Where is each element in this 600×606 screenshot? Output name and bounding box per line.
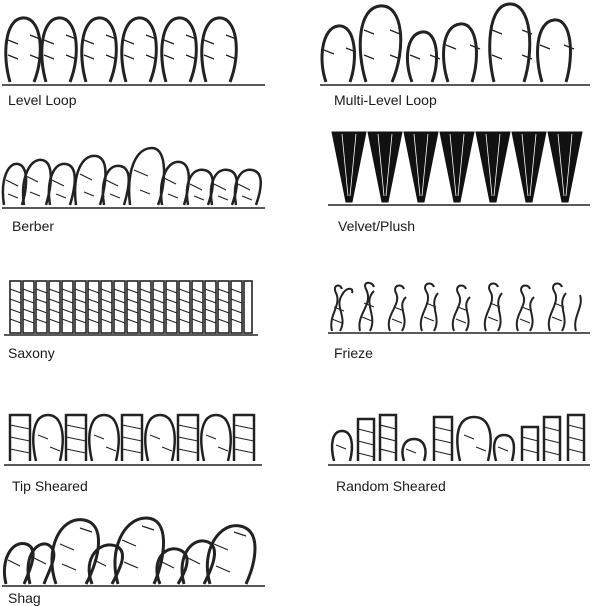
multi-level-loop-illustration xyxy=(318,0,600,90)
frieze-tufts xyxy=(331,283,581,331)
berber-label: Berber xyxy=(12,218,55,234)
shag-label: Shag xyxy=(8,590,41,606)
frieze-panel xyxy=(318,275,600,365)
velvet-plush-tufts xyxy=(332,132,582,202)
level-loop-label: Level Loop xyxy=(8,92,77,108)
saxony-tufts xyxy=(10,281,252,333)
level-loop-tufts xyxy=(6,18,237,82)
tip-sheared-label: Tip Sheared xyxy=(12,478,88,494)
frieze-label: Frieze xyxy=(334,345,373,361)
velvet-plush-illustration xyxy=(318,130,600,210)
berber-panel xyxy=(0,140,275,240)
random-sheared-panel xyxy=(318,405,600,500)
shag-panel xyxy=(0,510,275,606)
saxony-label: Saxony xyxy=(8,345,55,361)
shag-tufts xyxy=(4,518,255,584)
frieze-illustration xyxy=(318,275,600,337)
level-loop-panel xyxy=(0,0,275,115)
tip-sheared-illustration xyxy=(0,405,275,467)
multi-level-loop-tufts xyxy=(322,4,570,82)
tip-sheared-twist-marks xyxy=(10,425,254,453)
tip-sheared-panel xyxy=(0,405,275,500)
multi-level-loop-panel xyxy=(318,0,600,115)
random-sheared-illustration xyxy=(318,405,600,467)
multi-level-loop-label: Multi-Level Loop xyxy=(334,92,437,108)
shag-illustration xyxy=(0,510,275,586)
level-loop-illustration xyxy=(0,0,275,95)
velvet-plush-label: Velvet/Plush xyxy=(338,218,416,234)
random-sheared-label: Random Sheared xyxy=(336,478,446,494)
saxony-illustration xyxy=(0,275,275,337)
berber-illustration xyxy=(0,140,275,210)
saxony-panel xyxy=(0,275,275,365)
berber-tufts xyxy=(3,148,261,205)
random-sheared-tufts xyxy=(332,415,584,461)
velvet-plush-panel xyxy=(318,130,600,240)
